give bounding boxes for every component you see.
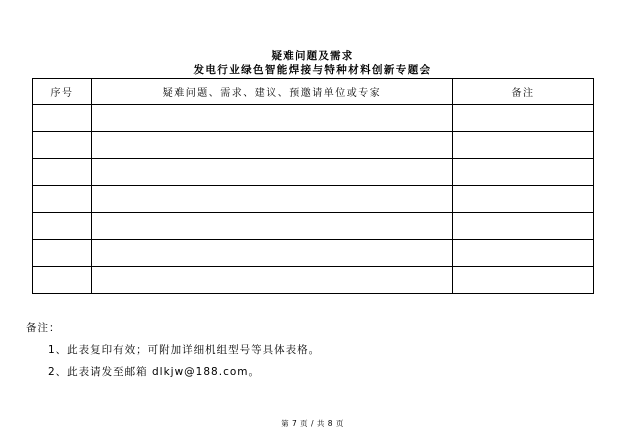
table-cell <box>92 105 453 132</box>
table-cell <box>33 186 92 213</box>
table-row <box>33 132 594 159</box>
header-issues-requests: 疑难问题、需求、建议、预邀请单位或专家 <box>92 79 453 105</box>
table-cell <box>33 105 92 132</box>
table-cell <box>453 186 594 213</box>
table-cell <box>453 267 594 294</box>
table-header-row <box>33 79 594 105</box>
table-cell <box>92 213 453 240</box>
note-item-2: 2、此表请发至邮箱 dlkjw@188.com。 <box>48 366 260 378</box>
title-line-1: 疑难问题及需求 <box>271 50 354 62</box>
table-row <box>33 105 594 132</box>
table-cell <box>92 240 453 267</box>
table-cell <box>33 267 92 294</box>
table-cell <box>92 132 453 159</box>
header-serial-number: 序号 <box>33 79 92 105</box>
table-cell <box>92 186 453 213</box>
table-cell <box>453 213 594 240</box>
table-row <box>33 186 594 213</box>
page-number: 第 7 页 / 共 8 页 <box>281 419 344 428</box>
table-cell <box>33 213 92 240</box>
notes-section <box>26 317 320 383</box>
table-cell <box>33 132 92 159</box>
header-remarks: 备注 <box>453 79 594 105</box>
table-cell <box>453 159 594 186</box>
table-cell <box>453 240 594 267</box>
table-row <box>33 159 594 186</box>
notes-label: 备注： <box>26 322 61 334</box>
title-line-2: 发电行业绿色智能焊接与特种材料创新专题会 <box>193 64 432 76</box>
table-cell <box>33 240 92 267</box>
table-cell <box>92 267 453 294</box>
table-cell <box>453 132 594 159</box>
table-row <box>33 267 594 294</box>
table-row <box>33 213 594 240</box>
table-cell <box>453 105 594 132</box>
table-cell <box>92 159 453 186</box>
table-row <box>33 240 594 267</box>
issues-table <box>32 78 594 294</box>
document-title <box>0 49 625 77</box>
table-cell <box>33 159 92 186</box>
note-item-1: 1、此表复印有效；可附加详细机组型号等具体表格。 <box>48 344 321 356</box>
